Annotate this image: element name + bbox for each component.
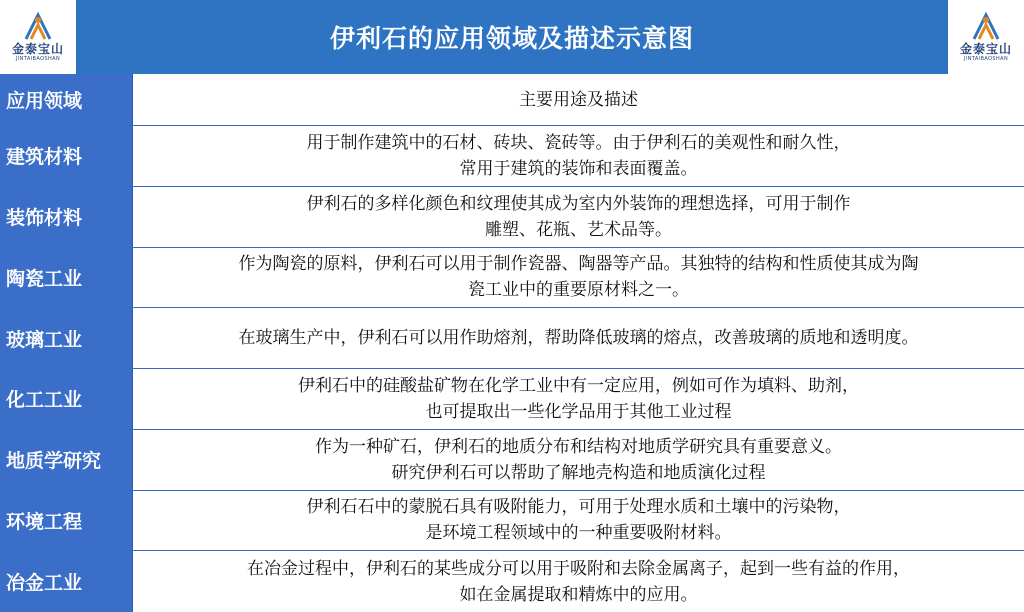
field-cell: 建筑材料 bbox=[0, 126, 133, 186]
page-title: 伊利石的应用领域及描述示意图 bbox=[329, 24, 694, 53]
description-line: 如在金属提取和精炼中的应用。 bbox=[459, 584, 698, 605]
description-cell bbox=[133, 308, 1024, 368]
field-cell: 陶瓷工业 bbox=[0, 248, 133, 308]
logo-mark-icon bbox=[18, 11, 58, 43]
header-field-cell: 应用领域 bbox=[0, 74, 133, 125]
company-logo-right bbox=[948, 0, 1024, 74]
description-line: 伊利石石中的蒙脱石具有吸附能力，可用于处理水质和土壤中的污染物， bbox=[306, 497, 851, 518]
description-line: 在冶金过程中，伊利石的某些成分可以用于吸附和去除金属离子，起到一些有益的作用， bbox=[247, 558, 910, 579]
field-cell: 化工工业 bbox=[0, 369, 133, 429]
header-description-cell bbox=[133, 74, 1024, 125]
description-cell bbox=[133, 430, 1024, 490]
company-logo-left bbox=[0, 0, 76, 74]
description-line: 瓷工业中的重要原材料之一。 bbox=[468, 280, 689, 301]
description-line: 伊利石中的硅酸盐矿物在化学工业中有一定应用，例如可作为填料、助剂， bbox=[298, 375, 859, 396]
field-cell: 装饰材料 bbox=[0, 187, 133, 247]
description-line: 是环境工程领域中的一种重要吸附材料。 bbox=[425, 523, 732, 544]
description-line: 在玻璃生产中，伊利石可以用作助熔剂，帮助降低玻璃的熔点，改善玻璃的质地和透明度。 bbox=[238, 328, 919, 349]
field-cell: 地质学研究 bbox=[0, 430, 133, 490]
description-line: 伊利石的多样化颜色和纹理使其成为室内外装饰的理想选择，可用于制作 bbox=[306, 193, 851, 214]
description-line: 用于制作建筑中的石材、砖块、瓷砖等。由于伊利石的美观性和耐久性， bbox=[306, 132, 851, 153]
description-line: 也可提取出一些化学品用于其他工业过程 bbox=[425, 401, 732, 422]
description-cell bbox=[133, 369, 1024, 429]
logo-brand-subtext: JINTAIBAOSHAN bbox=[15, 56, 61, 62]
field-cell: 玻璃工业 bbox=[0, 308, 133, 368]
table-header-row bbox=[0, 74, 1024, 126]
header-description-text: 主要用途及描述 bbox=[519, 89, 638, 110]
description-cell bbox=[133, 126, 1024, 186]
table-row bbox=[0, 369, 1024, 430]
description-line: 作为陶瓷的原料，伊利石可以用于制作瓷器、陶器等产品。其独特的结构和性质使其成为陶 bbox=[238, 254, 919, 275]
logo-brand-text: 金泰宝山 bbox=[959, 42, 1012, 56]
field-cell: 冶金工业 bbox=[0, 551, 133, 612]
description-line: 作为一种矿石，伊利石的地质分布和结构对地质学研究具有重要意义。 bbox=[315, 436, 842, 457]
description-cell bbox=[133, 248, 1024, 308]
table-row bbox=[0, 308, 1024, 369]
description-line: 研究伊利石可以帮助了解地壳构造和地质演化过程 bbox=[391, 462, 766, 483]
table-row bbox=[0, 491, 1024, 552]
description-cell bbox=[133, 491, 1024, 551]
logo-mark-icon bbox=[966, 11, 1006, 43]
table-row bbox=[0, 187, 1024, 248]
table-row bbox=[0, 248, 1024, 309]
table-row bbox=[0, 551, 1024, 612]
field-cell: 环境工程 bbox=[0, 491, 133, 551]
description-cell bbox=[133, 187, 1024, 247]
description-cell bbox=[133, 551, 1024, 612]
title-bar bbox=[76, 0, 948, 74]
application-table bbox=[0, 74, 1024, 612]
logo-brand-text: 金泰宝山 bbox=[11, 42, 64, 56]
logo-brand-subtext: JINTAIBAOSHAN bbox=[963, 56, 1009, 62]
table-row bbox=[0, 126, 1024, 187]
description-line: 常用于建筑的装饰和表面覆盖。 bbox=[459, 158, 698, 179]
table-row bbox=[0, 430, 1024, 491]
description-line: 雕塑、花瓶、艺术品等。 bbox=[485, 219, 672, 240]
